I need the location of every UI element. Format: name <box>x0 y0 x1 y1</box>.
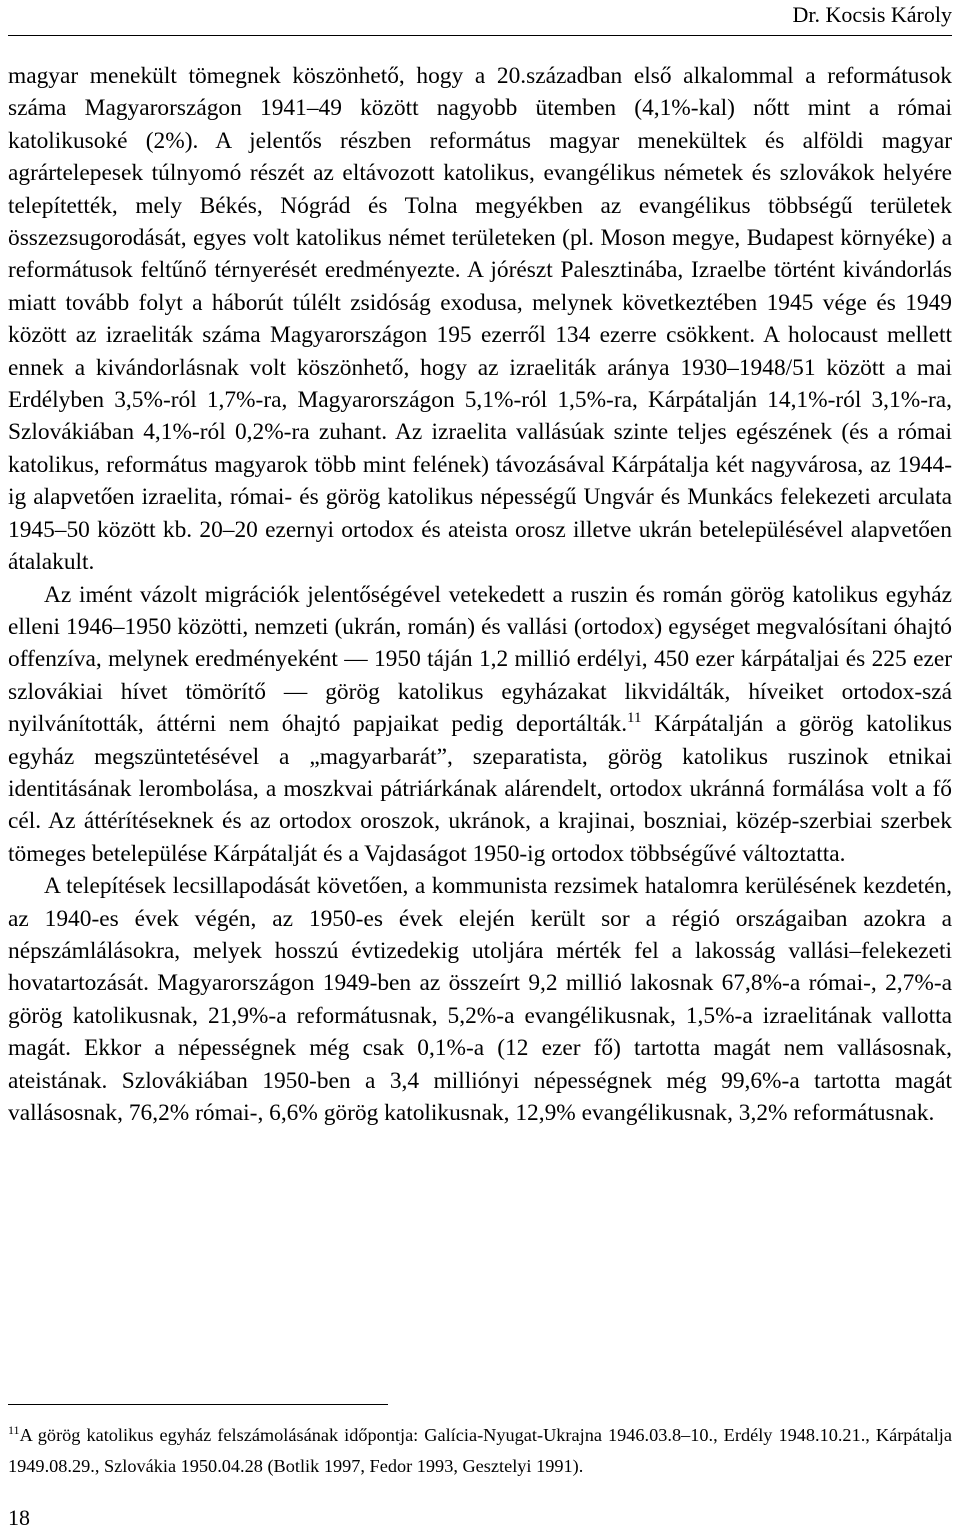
page-number: 18 <box>8 1505 30 1530</box>
header-author: Dr. Kocsis Károly <box>792 2 952 27</box>
paragraph-2-continuation: Kárpátalján a görög katolikus egyház megszüntetésével a „magyarbarát”, szeparatista, görög katolikus ruszinok etnikai identitásának lerombolása, a moszkvai pátriárkának alárendelt, ortodox ukránná formálása volt a fő cél. Az áttérítéseknek és az ortodox oroszok, ukránok, a krajinai, boszniai, közép-szerbiai szerbek tömeges betelepülése Kárpátalját és a Vajdaságot 1950-ig ortodox többségűvé változtatta. <box>8 711 952 867</box>
paragraph-2 <box>8 579 952 871</box>
footnote-separator <box>8 1404 388 1405</box>
body-text <box>8 60 952 1129</box>
footnote <box>8 1420 952 1482</box>
footnote-text: A görög katolikus egyház felszámolásának időpontja: Galícia-Nyugat-Ukrajna 1946.03.8–10., Erdély 1948.10.21., Kárpátalja 1949.08.29., Szlovákia 1950.04.28 (Botlik 1997, Fedor 1993, Gesztelyi 1991). <box>8 1425 952 1476</box>
paragraph-1: magyar menekült tömegnek köszönhető, hogy a 20.században első alkalommal a reformátusok száma Magyarországon 1941–49 között nagyobb ütemben (4,1%-kal) nőtt mint a római katolikusoké (2%). A jelentős részben református magyar menekültek és alföldi magyar agrártelepesek túlnyomó részét az eltávozott katolikus, evangélikus németek és szlovákok helyére telepítették, mely Békés, Nógrád és Tolna megyékben az evangélikus többségű területek összezsugorodását, egyes volt katolikus német területeken (pl. Moson megye, Budapest környéke) a reformátusok feltűnő térnyerését eredményezte. A jórészt Palesztinába, Izraelbe történt kivándorlás miatt tovább folyt a háborút túlélt zsidóság exodusa, melynek következtében 1945 vége és 1949 között az izraeliták száma Magyarországon 195 ezerről 134 ezerre csökkent. A holocaust mellett ennek a kivándorlásnak volt köszönhető, hogy az izraeliták aránya 1930–1948/51 között a mai Erdélyben 3,5%-ról 1,7%-ra, Magyarországon 5,1%-ról 1,5%-ra, Kárpátalján 14,1%-ról 3,1%-ra, Szlovákiában 4,1%-ról 0,2%-ra zuhant. Az izraelita vallásúak szinte teljes egészének (és a római katolikus, református magyarok több mint felének) távozásával Kárpátalja két nagyvárosa, az 1944-ig alapvetően izraelita, római- és görög katolikus népességű Ungvár és Munkács felekezeti arculata 1945–50 között kb. 20–20 ezernyi ortodox és ateista orosz illetve ukrán betelepülésével alapvetően átalakult. <box>8 63 952 576</box>
paragraph-3: A telepítések lecsillapodását követően, a kommunista rezsimek hatalomra kerülésének kezdetén, az 1940-es évek végén, az 1950-es évek elején került sor a régió országaiban azokra a népszámlálásokra, melyek hosszú évtizedekig utoljára mérték fel a lakosság vallási–felekezeti hovatartozását. Magyarországon 1949-ben az összeírt 9,2 millió lakosnak 67,8%-a római-, 2,7%-a görög katolikusnak, 21,9%-a reformátusnak, 5,2%-a evangélikusnak, 1,5%-a izraelitának vallotta magát. Ekkor a népességnek még csak 0,1%-a (12 ezer fő) tartotta magát nem vallásosnak, ateistának. Szlovákiában 1950-ben a 3,4 milliónyi népességnek még 99,6%-a tartotta magát vallásosnak, 76,2% római-, 6,6% görög katolikusnak, 12,9% evangélikusnak, 3,2% reformátusnak. <box>8 873 952 1126</box>
header-rule <box>8 35 952 36</box>
footnote-reference[interactable]: 11 <box>627 710 642 727</box>
paragraph-2-text: Az imént vázolt migrációk jelentőségével vetekedett a ruszin és román görög katolikus egyház elleni 1946–1950 közötti, nemzeti (ukrán, román) és vallási (ortodox) egységet megvalósítani óhajtó offenzíva, melynek eredményeként — 1950 táján 1,2 millió erdélyi, 450 ezer kárpátaljai és 225 ezer szlovákiai hívet tömörítő — görög katolikus egyházakat likvidálták, híveiket ortodox-szá nyilvánították, áttérni nem óhajtó papjaikat pedig deportálták. <box>8 581 952 738</box>
page-header <box>8 0 952 44</box>
footnote-marker: 11 <box>8 1422 20 1437</box>
